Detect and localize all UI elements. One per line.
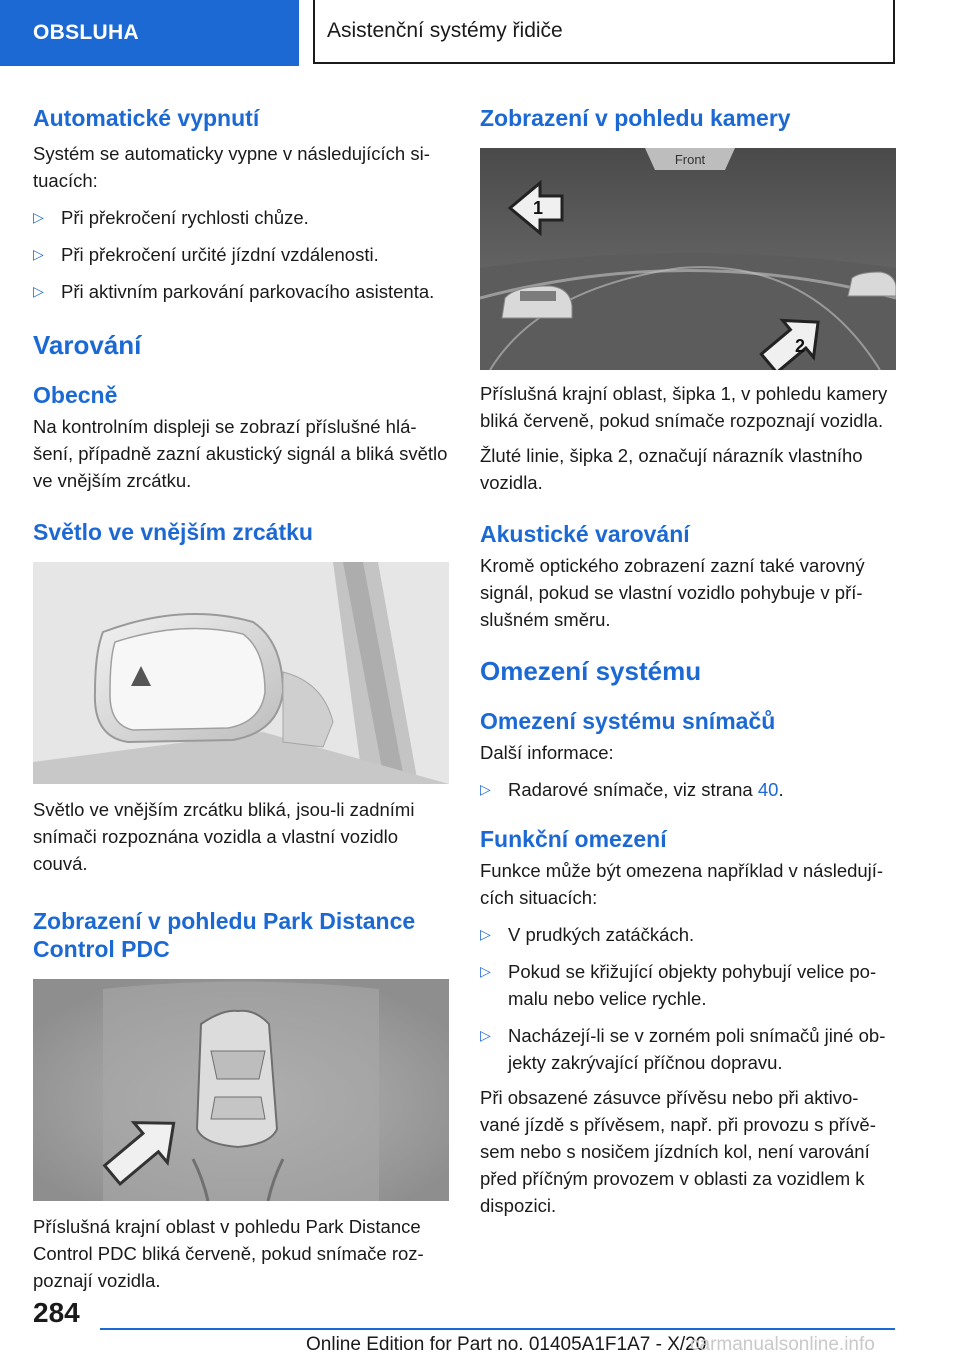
trailer-text: Při obsazené zásuvce přívěsu nebo při aktivo-vané jízdě s přívěsem, např. při provozu s přívě-sem nebo s nosičem jízdních kol, není varování před příčným provozem v oblasti za vozidlem k dispozici. (480, 1087, 876, 1216)
heading-mirror: Světlo ve vnějším zrcátku (33, 519, 313, 545)
camera-illustration (480, 148, 896, 370)
triangle-bullet-icon: ▷ (480, 963, 491, 979)
arrow-2-label: 2 (794, 336, 806, 356)
camera-image (480, 148, 896, 370)
list-item: ▷ Pokud se křižující objekty pohybují velice po-malu nebo velice rychle. (480, 958, 896, 1012)
chapter-tab (0, 0, 299, 66)
auto-off-list (33, 204, 449, 305)
pdc-illustration (33, 979, 449, 1201)
list-item: ▷ Při překročení rychlosti chůze. (33, 204, 449, 231)
footer-divider (100, 1328, 895, 1330)
heading-function-limits: Funkční omezení (480, 826, 667, 852)
mirror-illustration (33, 562, 449, 784)
svg-text:1: 1 (532, 198, 544, 218)
list-item: ▷ Nacházejí-li se v zorném poli snímačů jiné ob-jekty zakrývající příčnou dopravu. (480, 1022, 896, 1076)
camera-text-1: Příslušná krajní oblast, šipka 1, v pohledu kamery bliká červeně, pokud snímače rozpoznají vozidla. (480, 383, 888, 431)
list-item: ▷ Radarové snímače, viz strana 40. (480, 776, 896, 803)
function-limits-list (480, 921, 896, 1076)
heading-pdc: Zobrazení v pohledu Park Distance Control PDC (33, 908, 416, 962)
chapter-title: OBSLUHA (33, 21, 139, 44)
triangle-bullet-icon: ▷ (33, 283, 44, 299)
function-limits-intro: Funkce může být omezena například v následují-cích situacích: (480, 860, 884, 908)
triangle-bullet-icon: ▷ (480, 1027, 491, 1043)
list-item: ▷ Při překročení určité jízdní vzdálenosti. (33, 241, 449, 268)
auto-off-intro: Systém se automaticky vypne v následujících si-tuacích: (33, 143, 430, 191)
triangle-bullet-icon: ▷ (33, 209, 44, 225)
list-item: ▷ Při aktivním parkování parkovacího asistenta. (33, 278, 449, 305)
heading-general: Obecně (33, 382, 118, 408)
triangle-bullet-icon: ▷ (33, 246, 44, 262)
heading-warning: Varování (33, 330, 142, 360)
section-title: Asistenční systémy řidiče (327, 19, 563, 42)
mirror-caption: Světlo ve vnějším zrcátku bliká, jsou-li zadními snímači rozpoznána vozidla a vlastní vozidlo couvá. (33, 799, 415, 874)
camera-text-2: Žluté linie, šipka 2, označují nárazník vlastního vozidla. (480, 445, 863, 493)
edition-info: Online Edition for Part no. 01405A1F1A7 - X/20 (306, 1334, 707, 1355)
right-column (480, 100, 896, 1219)
sensor-limits-intro: Další informace: (480, 742, 614, 763)
car-right (848, 272, 896, 296)
page-number: 284 (33, 1297, 80, 1328)
heading-auto-off: Automatické vypnutí (33, 105, 260, 131)
pdc-image (33, 979, 449, 1201)
pdc-caption: Příslušná krajní oblast v pohledu Park Distance Control PDC bliká červeně, pokud snímače roz-poznají vozidla. (33, 1216, 424, 1291)
acoustic-text: Kromě optického zobrazení zazní také varovný signál, pokud se vlastní vozidlo pohybuje v pří-slušném směru. (480, 555, 865, 630)
section-header (313, 0, 895, 64)
heading-limits: Omezení systému (480, 656, 702, 686)
front-label: Front (674, 152, 706, 167)
triangle-bullet-icon: ▷ (480, 781, 491, 797)
list-item: ▷ V prudkých zatáčkách. (480, 921, 896, 948)
general-text: Na kontrolním displeji se zobrazí příslušné hlá-šení, případně zazní akustický signál a bliká světlo ve vnějším zrcátku. (33, 416, 448, 491)
mirror-image (33, 562, 449, 784)
heading-camera: Zobrazení v pohledu kamery (480, 105, 791, 131)
triangle-bullet-icon: ▷ (480, 926, 491, 942)
page-link[interactable]: 40 (757, 779, 779, 800)
sensor-limits-list (480, 776, 896, 803)
heading-sensor-limits: Omezení systému snímačů (480, 708, 776, 734)
watermark: carmanualsonline.info (690, 1334, 875, 1355)
heading-acoustic: Akustické varování (480, 521, 690, 547)
left-column (33, 100, 449, 1294)
